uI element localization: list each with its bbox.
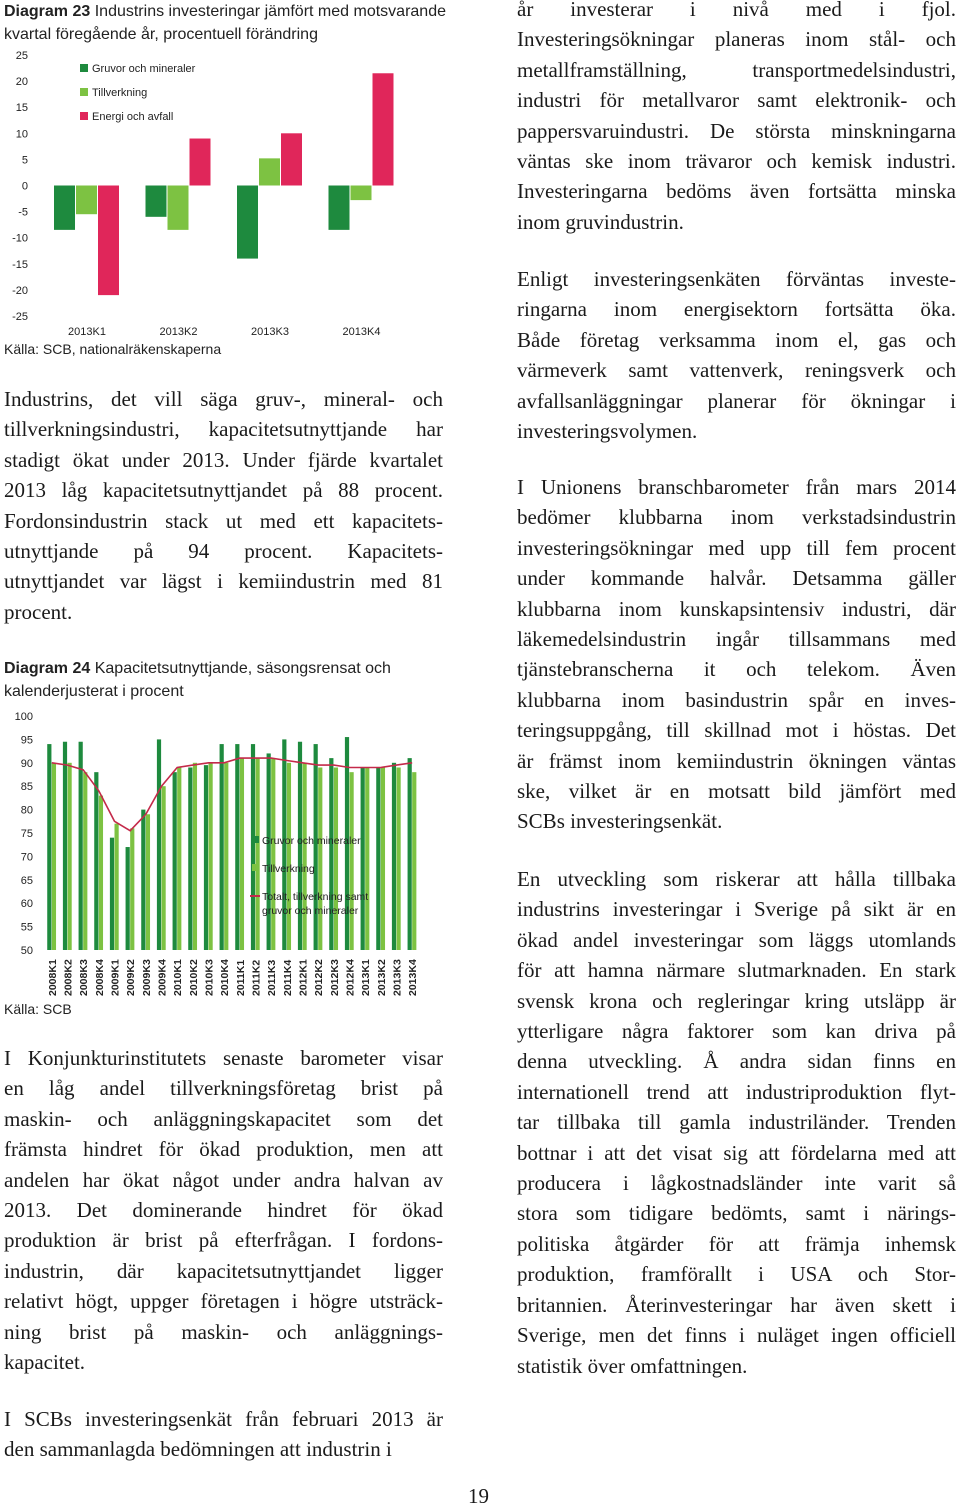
y-tick-label: 20 bbox=[15, 76, 28, 89]
x-tick-label: 2010K4 bbox=[219, 959, 232, 996]
bar-tillverkning-2008k3 bbox=[83, 772, 87, 950]
text-line: en låg andel tillverkningsföretag brist på bbox=[4, 1076, 443, 1101]
legend-swatch bbox=[252, 836, 259, 843]
x-tick-label: 2013K3 bbox=[251, 326, 289, 338]
bar-tillverkning-2010k2 bbox=[193, 763, 197, 950]
y-tick-label: 0 bbox=[21, 180, 28, 193]
text-line: ökad andel investeringar som läggs utomlands bbox=[517, 927, 956, 952]
bar-tillverkning-2012k2 bbox=[318, 767, 322, 950]
text-line: procent. bbox=[4, 599, 73, 624]
text-line: värmeverk samt vattenverk, reningsverk och bbox=[517, 358, 956, 383]
bar-energi-och-avfall-2013k2 bbox=[190, 139, 211, 186]
legend-label: Gruvor och mineraler bbox=[92, 63, 196, 75]
x-tick-label: 2011K2 bbox=[250, 959, 263, 996]
text-line: stora som tidigare bedömts, samt i närings- bbox=[517, 1201, 956, 1226]
bar-tillverkning-2013k2 bbox=[168, 186, 189, 230]
text-line: tar tillbaka till gamla industriländer. Trenden bbox=[517, 1110, 956, 1135]
x-tick-label: 2013K1 bbox=[360, 959, 373, 996]
text-line: I Konjunkturinstitutets senaste barometer visar bbox=[4, 1046, 443, 1070]
text-line: ytterligare några faktorer som kan driva på bbox=[517, 1019, 956, 1044]
text-line: ringarna inom energisektorn fortsätta öka. bbox=[517, 297, 956, 322]
x-tick-label: 2011K4 bbox=[281, 959, 294, 996]
bar-tillverkning-2011k3 bbox=[271, 758, 275, 950]
bar-tillverkning-2013k4 bbox=[351, 186, 372, 201]
x-tick-label: 2010K2 bbox=[187, 959, 200, 996]
legend-swatch bbox=[80, 88, 88, 96]
x-tick-label: 2012K4 bbox=[344, 959, 357, 996]
text-line: under kommande halvår. Detsamma gäller bbox=[517, 566, 956, 591]
bar-tillverkning-2008k2 bbox=[68, 763, 72, 950]
text-line: pappersvaruindustri. De största minskningarna bbox=[517, 118, 956, 143]
text-line: klubbarna inom kunskapsintensiv industri, där bbox=[517, 596, 956, 621]
diagram-24-title-line2: kalenderjusterat i procent bbox=[4, 683, 184, 700]
bar-gruvor-2008k3 bbox=[79, 742, 83, 950]
bar-gruvor-2011k3 bbox=[267, 753, 271, 950]
bar-gruvor-och-mineraler-2013k3 bbox=[237, 186, 258, 259]
bar-tillverkning-2010k4 bbox=[224, 763, 228, 950]
text-line: 2013. Det dominerande hindret för ökad bbox=[4, 1198, 443, 1223]
text-line: produktion, framförallt i USA och Stor- bbox=[517, 1262, 956, 1287]
text-line: britannien. Återinvesteringar har även skett i bbox=[517, 1292, 956, 1317]
text-line: för att hamna närmare slutmarknaden. En stark bbox=[517, 958, 956, 983]
x-tick-label: 2009K4 bbox=[156, 959, 169, 996]
x-tick-label: 2010K1 bbox=[172, 959, 185, 996]
x-tick-label: 2011K3 bbox=[266, 959, 279, 996]
text-line: statistik över omfattningen. bbox=[517, 1353, 748, 1378]
text-line: svensk krona och regleringar kring utsläpp är bbox=[517, 988, 956, 1013]
text-line: den sammanlagda bedömningen att industrin i bbox=[4, 1437, 392, 1462]
text-line: andelen har ökat något under andra halvan av bbox=[4, 1167, 443, 1192]
legend-label: Tillverkning bbox=[92, 87, 148, 99]
bar-tillverkning-2011k4 bbox=[287, 763, 291, 950]
bar-gruvor-2013k4 bbox=[408, 758, 412, 950]
legend-label: Energi och avfall bbox=[92, 111, 174, 123]
bar-gruvor-och-mineraler-2013k4 bbox=[329, 186, 350, 230]
bar-gruvor-2010k4 bbox=[220, 744, 224, 950]
bar-tillverkning-2012k1 bbox=[303, 763, 307, 950]
diagram-23-chart bbox=[0, 44, 450, 344]
diagram-23-title-line1: Industrins investeringar jämfört med motsvarande bbox=[94, 3, 446, 20]
y-tick-label: 15 bbox=[15, 102, 28, 115]
diagram-23-title-line2: kvartal föregående år, procentuell förändring bbox=[4, 26, 318, 43]
text-line: denna utveckling. Å andra sidan finns en bbox=[517, 1049, 956, 1074]
bar-gruvor-2013k2 bbox=[376, 767, 380, 950]
y-tick-label: -15 bbox=[12, 258, 28, 271]
legend-label-line1: Totalt, tillverkning samt bbox=[262, 891, 369, 903]
text-line: produktion är brist på efterfrågan. I fordons- bbox=[4, 1228, 443, 1253]
text-line: industri för metallvaror samt elektronik- och bbox=[517, 88, 956, 113]
bar-tillverkning-2013k2 bbox=[381, 767, 385, 950]
bar-gruvor-2009k4 bbox=[157, 739, 161, 950]
text-line: investeringsökningar med upp till fem procent bbox=[517, 535, 956, 560]
text-line: Enligt investeringsenkäten förväntas investe- bbox=[517, 267, 956, 291]
y-tick-label: -25 bbox=[12, 311, 28, 323]
x-tick-label: 2008K1 bbox=[46, 959, 59, 996]
text-line: utnyttjande på 94 procent. Kapacitets- bbox=[4, 539, 443, 564]
legend-label: Tillverkning bbox=[262, 863, 315, 875]
text-line: relativt högt, uppger företagen i högre utsträck- bbox=[4, 1289, 443, 1314]
text-line: Sverige, men det finns i nuläget ingen officiell bbox=[517, 1323, 956, 1348]
bar-tillverkning-2009k2 bbox=[130, 828, 134, 950]
x-tick-label: 2013K4 bbox=[342, 326, 381, 338]
right-paragraph-4 bbox=[517, 864, 956, 1381]
text-line: I Unionens branschbarometer från mars 2014 bbox=[517, 475, 956, 499]
y-tick-label: 90 bbox=[20, 757, 33, 770]
text-line: Både företag verksamma inom el, gas och bbox=[517, 327, 956, 352]
bar-gruvor-2011k1 bbox=[235, 744, 239, 950]
text-line: tillverkningsindustri, kapacitetsutnyttjande har bbox=[4, 417, 443, 442]
text-line: bottnar i att det visat sig att fördelarna med att bbox=[517, 1140, 956, 1165]
diagram-23-caption bbox=[4, 0, 454, 46]
bar-tillverkning-2009k3 bbox=[146, 814, 150, 950]
text-line: är främst inom kemiindustrin ökningen väntas bbox=[517, 748, 956, 773]
text-line: maskin- och anläggningskapacitet som det bbox=[4, 1106, 443, 1131]
y-tick-label: 25 bbox=[15, 50, 28, 62]
bar-gruvor-och-mineraler-2013k1 bbox=[54, 186, 75, 230]
bar-gruvor-2010k1 bbox=[173, 772, 177, 950]
diagram-24-source: Källa: SCB bbox=[4, 1001, 72, 1017]
y-tick-label: -20 bbox=[12, 284, 28, 297]
bar-tillverkning-2011k1 bbox=[240, 758, 244, 950]
text-line: SCBs investeringsenkät. bbox=[517, 809, 723, 834]
text-line: En utveckling som riskerar att hålla tillbaka bbox=[517, 867, 956, 891]
diagram-24-label: Diagram 24 bbox=[4, 660, 91, 677]
x-tick-label: 2013K3 bbox=[391, 959, 404, 996]
text-line: år investerar i nivå med i fjol. bbox=[517, 0, 956, 21]
bar-gruvor-2008k4 bbox=[94, 772, 98, 950]
bar-tillverkning-2013k1 bbox=[76, 186, 97, 215]
diagram-23-source: Källa: SCB, nationalräkenskaperna bbox=[4, 341, 222, 357]
bar-gruvor-2009k3 bbox=[141, 810, 145, 950]
x-tick-label: 2009K3 bbox=[140, 959, 153, 996]
right-paragraph-3 bbox=[517, 472, 956, 837]
x-tick-label: 2013K2 bbox=[375, 959, 388, 996]
text-line: teringsuppgång, till skillnad mot i höstas. Det bbox=[517, 718, 956, 743]
bar-gruvor-2013k3 bbox=[392, 763, 396, 950]
legend-swatch bbox=[80, 112, 88, 120]
bar-tillverkning-2013k1 bbox=[365, 767, 369, 950]
text-line: internationell trend att industriproduktion flyt- bbox=[517, 1079, 956, 1104]
bar-tillverkning-2008k4 bbox=[99, 796, 103, 950]
x-tick-label: 2012K2 bbox=[313, 959, 326, 996]
text-line: främsta hindret för ökad produktion, men att bbox=[4, 1137, 443, 1162]
text-line: I SCBs investeringsenkät från februari 2013 är bbox=[4, 1407, 443, 1431]
legend-swatch bbox=[80, 64, 88, 72]
text-line: politiska åtgärder för att främja inhemsk bbox=[517, 1231, 956, 1256]
y-tick-label: 70 bbox=[20, 851, 33, 864]
text-line: utnyttjandet var lägst i kemiindustrin med 81 bbox=[4, 569, 443, 594]
x-tick-label: 2009K2 bbox=[125, 959, 138, 996]
bar-energi-och-avfall-2013k1 bbox=[98, 186, 119, 296]
bar-gruvor-och-mineraler-2013k2 bbox=[146, 186, 167, 217]
x-tick-label: 2008K4 bbox=[93, 959, 106, 996]
right-paragraph-2 bbox=[517, 264, 956, 446]
y-tick-label: 80 bbox=[20, 804, 33, 817]
text-line: Investeringsökningar planeras inom stål- och bbox=[517, 27, 956, 52]
text-line: producera i lågkostnadsländer inte varit så bbox=[517, 1171, 956, 1196]
y-tick-label: 85 bbox=[20, 781, 33, 794]
bar-gruvor-2010k2 bbox=[188, 767, 192, 950]
bar-tillverkning-2009k1 bbox=[115, 824, 119, 950]
left-paragraph-1 bbox=[4, 384, 443, 627]
bar-gruvor-2009k1 bbox=[110, 838, 114, 950]
text-line: Fordonsindustrin stack ut med ett kapacitets- bbox=[4, 508, 443, 533]
text-line: ning brist på maskin- och anläggnings- bbox=[4, 1319, 443, 1344]
bar-tillverkning-2013k3 bbox=[397, 767, 401, 950]
bar-tillverkning-2013k4 bbox=[412, 772, 416, 950]
text-line: investeringsvolymen. bbox=[517, 419, 698, 444]
text-line: Industrins, det vill säga gruv-, mineral- och bbox=[4, 387, 443, 411]
bar-gruvor-2012k2 bbox=[314, 744, 318, 950]
diagram-24-title-line1: Kapacitetsutnyttjande, säsongsrensat och bbox=[94, 660, 391, 677]
bar-energi-och-avfall-2013k3 bbox=[281, 133, 302, 185]
text-line: kapacitet. bbox=[4, 1350, 86, 1375]
bar-gruvor-2008k1 bbox=[47, 744, 51, 950]
legend-label-line2: gruvor och mineraler bbox=[262, 905, 359, 917]
legend-swatch bbox=[252, 864, 259, 871]
text-line: industrins investeringar i Sverige på sikt är en bbox=[517, 897, 956, 922]
bar-tillverkning-2009k4 bbox=[162, 786, 166, 950]
text-line: ske, vilket är en motsatt bild jämfört med bbox=[517, 779, 956, 804]
bar-gruvor-2013k1 bbox=[361, 767, 365, 950]
text-line: bedömer klubbarna inom verkstadsindustrin bbox=[517, 505, 956, 530]
x-tick-label: 2012K3 bbox=[328, 959, 341, 996]
text-line: läkemedelsindustrin ingår tillsammans med bbox=[517, 627, 956, 652]
bar-tillverkning-2013k3 bbox=[259, 158, 280, 185]
y-tick-label: -5 bbox=[18, 206, 28, 219]
right-paragraph-1 bbox=[517, 0, 956, 237]
bar-tillverkning-2011k2 bbox=[256, 758, 260, 950]
text-line: klubbarna inom basindustrin spår en inves- bbox=[517, 687, 956, 712]
text-line: inom gruvindustrin. bbox=[517, 209, 684, 234]
bar-tillverkning-2012k4 bbox=[350, 772, 354, 950]
bar-gruvor-2010k3 bbox=[204, 765, 208, 950]
bar-tillverkning-2012k3 bbox=[334, 767, 338, 950]
text-line: metallframställning, transportmedelsindustri, bbox=[517, 57, 956, 82]
y-tick-label: 75 bbox=[20, 828, 33, 840]
text-line: industrin, där kapacitetsutnyttjandet ligger bbox=[4, 1258, 443, 1283]
bar-gruvor-2012k3 bbox=[329, 758, 333, 950]
bar-energi-och-avfall-2013k4 bbox=[373, 73, 394, 185]
bar-tillverkning-2008k1 bbox=[52, 763, 56, 950]
y-tick-label: 95 bbox=[20, 734, 33, 747]
y-tick-label: 100 bbox=[14, 711, 33, 723]
x-tick-label: 2010K3 bbox=[203, 959, 216, 996]
diagram-24-chart bbox=[0, 704, 450, 1004]
x-tick-label: 2008K3 bbox=[78, 959, 91, 996]
y-tick-label: 10 bbox=[15, 128, 28, 141]
line-totalt bbox=[52, 758, 412, 831]
y-tick-label: 50 bbox=[20, 945, 33, 957]
y-tick-label: 65 bbox=[20, 874, 33, 887]
y-tick-label: 5 bbox=[21, 154, 28, 167]
y-tick-label: 55 bbox=[20, 921, 33, 934]
x-tick-label: 2013K2 bbox=[159, 326, 198, 338]
text-line: väntas ske inom trävaror och kemisk industri. bbox=[517, 149, 956, 174]
x-tick-label: 2013K1 bbox=[68, 326, 106, 338]
left-paragraph-3 bbox=[4, 1404, 443, 1465]
legend-label: Gruvor och mineraler bbox=[262, 835, 361, 847]
y-tick-label: -10 bbox=[12, 232, 28, 245]
x-tick-label: 2009K1 bbox=[109, 959, 122, 996]
text-line: tjänstebranscherna it och telekom. Även bbox=[517, 657, 956, 682]
diagram-24-caption bbox=[4, 657, 454, 703]
bar-gruvor-2008k2 bbox=[63, 742, 67, 950]
x-tick-label: 2011K1 bbox=[234, 959, 247, 996]
x-tick-label: 2012K1 bbox=[297, 959, 310, 996]
text-line: stadigt ökat under 2013. Under fjärde kvartalet bbox=[4, 447, 443, 472]
page-number: 19 bbox=[468, 1484, 489, 1508]
y-tick-label: 60 bbox=[20, 898, 33, 911]
text-line: Investeringarna bedöms även fortsätta minska bbox=[517, 179, 956, 204]
bar-tillverkning-2010k1 bbox=[177, 767, 181, 950]
bar-gruvor-2009k2 bbox=[126, 847, 130, 950]
bar-gruvor-2011k2 bbox=[251, 744, 255, 950]
diagram-23-label: Diagram 23 bbox=[4, 3, 91, 20]
text-line: avfallsanläggningar planerar för ökningar i bbox=[517, 388, 956, 413]
x-tick-label: 2008K2 bbox=[62, 959, 75, 996]
left-paragraph-2 bbox=[4, 1043, 443, 1377]
bar-tillverkning-2010k3 bbox=[209, 763, 213, 950]
x-tick-label: 2013K4 bbox=[407, 959, 420, 996]
text-line: 2013 låg kapacitetsutnyttjandet på 88 procent. bbox=[4, 478, 443, 503]
